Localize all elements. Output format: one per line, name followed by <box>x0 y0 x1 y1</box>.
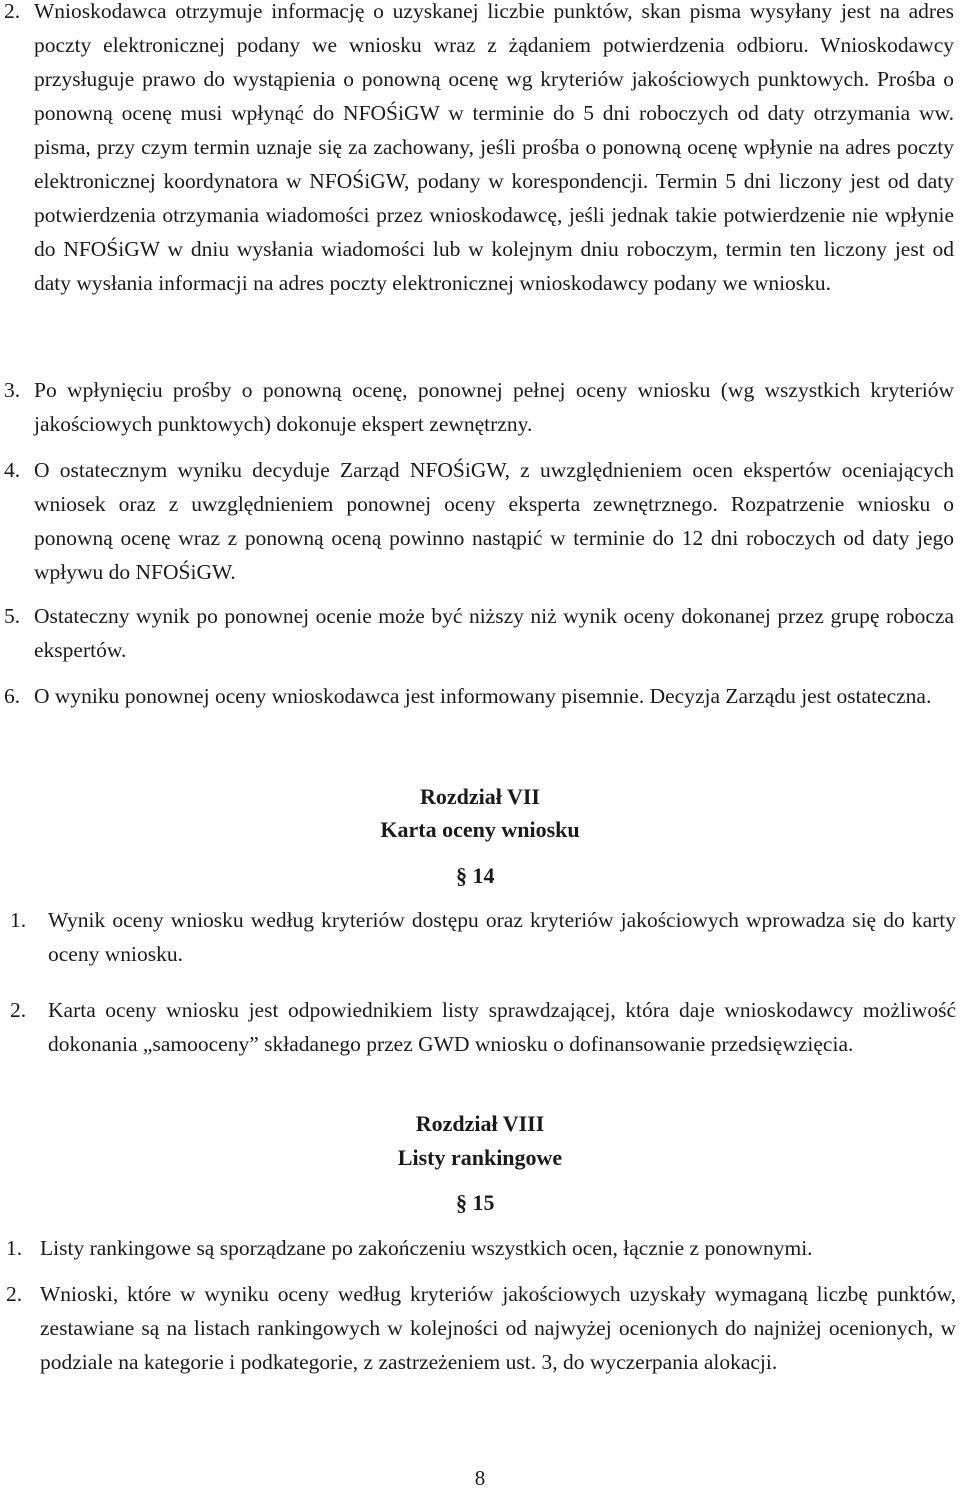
item-number: 1. <box>6 1236 23 1260</box>
list-item <box>0 599 960 667</box>
chapter-subtitle: Listy rankingowe <box>397 1145 563 1170</box>
item-number: 6. <box>4 684 21 708</box>
item-number: 4. <box>4 458 21 482</box>
item-text: Karta oceny wniosku jest odpowiednikiem listy sprawdzającej, która daje wnioskodawcy możliwość dokonania „samooceny” składanego przez GWD wniosku o dofinansowanie przedsięwzięcia. <box>48 998 956 1056</box>
item-number: 2. <box>6 1282 23 1306</box>
item-text: O wyniku ponownej oceny wnioskodawca jest informowany pisemnie. Decyzja Zarządu jest ostateczna. <box>34 684 932 708</box>
item-text: Po wpłynięciu prośby o ponowną ocenę, ponownej pełnej oceny wniosku (wg wszystkich kryteriów jakościowych punktowych) dokonuje ekspert zewnętrzny. <box>34 378 954 436</box>
chapter-heading: Rozdział VII <box>420 784 540 809</box>
list-item <box>0 993 960 1061</box>
item-number: 3. <box>4 378 21 402</box>
item-text: Wnioskodawca otrzymuje informację o uzyskanej liczbie punktów, skan pisma wysyłany jest na adres poczty elektronicznej podany we wniosku wraz z żądaniem potwierdzenia odbioru. Wnioskodawcy przysługuje prawo do wystąpienia o ponowną ocenę wg kryteriów jakościowych punktowych. Prośba o ponowną ocenę musi wpłynąć do NFOŚiGW w terminie do 5 dni roboczych od daty otrzymania ww. pisma, przy czym termin uznaje się za zachowany, jeśli prośba o ponowną ocenę wpłynie na adres poczty elektronicznej koordynatora w NFOŚiGW, podany w korespondencji. Termin 5 dni liczony jest od daty potwierdzenia otrzymania wiadomości przez wnioskodawcę, jeśli jednak takie potwierdzenie nie wpłynie do NFOŚiGW w dniu wysłania wiadomości lub w kolejnym dniu roboczym, termin ten liczony jest od daty wysłania informacji na adres poczty elektronicznej wnioskodawcy podany we wniosku. <box>34 0 954 295</box>
paragraph-number: § 15 <box>456 1190 495 1215</box>
item-text: O ostatecznym wyniku decyduje Zarząd NFOŚiGW, z uwzględnieniem ocen ekspertów oceniających wniosek oraz z uwzględnieniem ponownej oceny eksperta zewnętrznego. Rozpatrzenie wniosku o ponowną ocenę wraz z ponowną oceną powinno nastąpić w terminie do 12 dni roboczych od daty jego wpływu do NFOŚiGW. <box>34 458 954 584</box>
list-item <box>0 1277 960 1379</box>
item-number: 2. <box>4 0 21 23</box>
item-number: 5. <box>4 604 21 628</box>
list-item <box>0 679 960 713</box>
item-text: Listy rankingowe są sporządzane po zakończeniu wszystkich ocen, łącznie z ponownymi. <box>40 1236 813 1260</box>
chapter-heading: Rozdział VIII <box>415 1111 545 1136</box>
list-item <box>0 1231 960 1265</box>
item-text: Wynik oceny wniosku według kryteriów dostępu oraz kryteriów jakościowych wprowadza się do karty oceny wniosku. <box>48 908 956 966</box>
page-number: 8 <box>474 1466 486 1490</box>
chapter-subtitle: Karta oceny wniosku <box>380 817 580 842</box>
item-text: Ostateczny wynik po ponownej ocenie może być niższy niż wynik oceny dokonanej przez grupę robocza ekspertów. <box>34 604 954 662</box>
item-number: 2. <box>10 998 27 1022</box>
list-item <box>0 0 960 300</box>
item-number: 1. <box>10 908 27 932</box>
list-item <box>0 453 960 589</box>
list-item <box>0 373 960 441</box>
list-item <box>0 903 960 971</box>
paragraph-number: § 14 <box>456 863 495 888</box>
item-text: Wnioski, które w wyniku oceny według kryteriów jakościowych uzyskały wymaganą liczbę punktów, zestawiane są na listach rankingowych w kolejności od najwyżej ocenionych do najniżej ocenionych, w podziale na kategorie i podkategorie, z zastrzeżeniem ust. 3, do wyczerpania alokacji. <box>40 1282 956 1374</box>
